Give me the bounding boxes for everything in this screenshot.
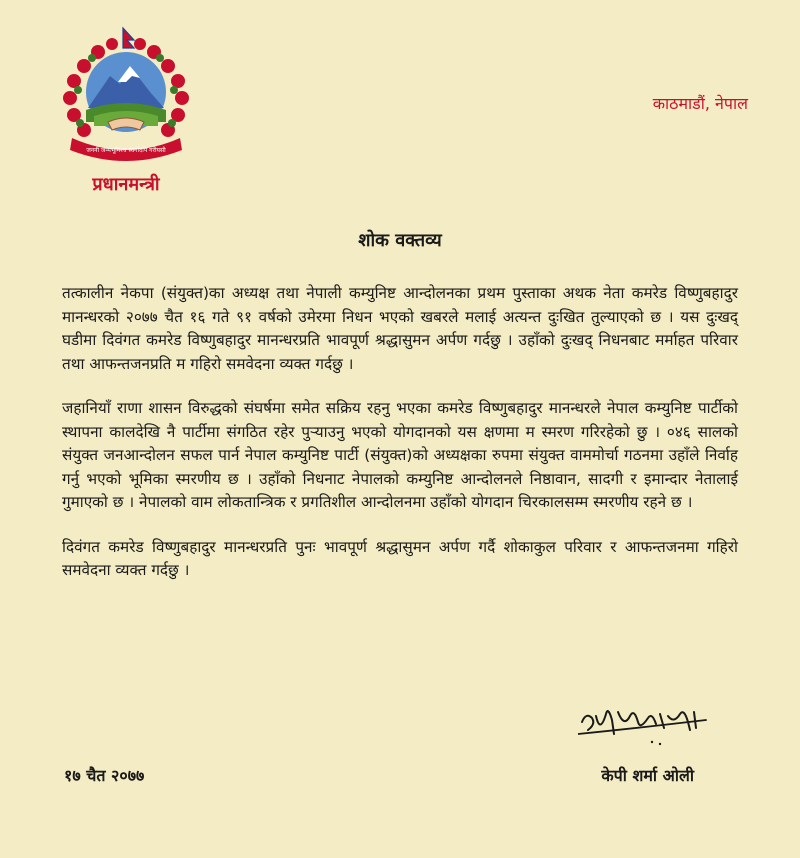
emblem-motto: जननी जन्मभूमिश्च स्वर्गादपि गरीयसी [86, 147, 166, 154]
paragraph-3: दिवंगत कमरेड विष्णुबहादुर मानन्धरप्रति पुनः भावपूर्ण श्रद्धासुमन अर्पण गर्दै शोकाकुल परिवार र आफन्तजनमा गहिरो समवेदना व्यक्त गर्दछु । [62, 537, 738, 579]
place-label: काठमाडौं, नेपाल [652, 94, 748, 113]
document-title: शोक वक्तव्य [358, 230, 442, 251]
office-title: प्रधानमन्त्री [92, 174, 160, 195]
signer-name: केपी शर्मा ओली [601, 766, 694, 785]
paragraph-1: तत्कालीन नेकपा (संयुक्त)का अध्यक्ष तथा नेपाली कम्युनिष्ट आन्दोलनका प्रथम पुस्ताका अथक नेता कमरेड विष्णुबहादुर मानन्धरको २०७७ चैत १६ गते ९१ वर्षको उमेरमा निधन भएको खबरले मलाई अत्यन्त दुःखित तुल्याएको छ । यस दुःखद् घडीमा दिवंगत कमरेड विष्णुबहादुर मानन्धरप्रति भावपूर्ण श्रद्धासुमन अर्पण गर्दछु । उहाँको दुःखद् निधनबाट मर्माहत परिवार तथा आफन्तजनप्रति म गहिरो समवेदना व्यक्त गर्दछु । [62, 284, 738, 373]
statement-body [62, 282, 738, 604]
paragraph-2: जहानियाँ राणा शासन विरुद्धको संघर्षमा समेत सक्रिय रहनु भएका कमरेड विष्णुबहादुर मानन्धरले नेपाल कम्युनिष्ट पार्टीको स्थापना कालदेखि नै पार्टीमा संगठित रहेर पुर्‍याउनु भएको योगदानको यस क्षणमा म स्मरण गरिरहेको छु । ०४६ सालको संयुक्त जनआन्दोलन सफल पार्न नेपाल कम्युनिष्ट पार्टी (संयुक्त)को अध्यक्षका रुपमा संयुक्त वाममोर्चा गठनमा उहाँले निर्वाह गर्नु भएको भूमिका स्मरणीय छ । उहाँको निधनाट नेपालको कम्युनिष्ट आन्दोलनले निष्ठावान, सादगी र इमान्दार नेतालाई गुमाएको छ । नेपालको वाम लोकतान्त्रिक र प्रगतिशील आन्दोलनमा उहाँको योगदान चिरकालसम्म स्मरणीय रहने छ । [62, 399, 738, 511]
flag-icon [123, 28, 134, 48]
nepal-emblem [58, 26, 194, 166]
handwritten-signature [578, 694, 712, 754]
statement-date: १७ चैत २०७७ [64, 766, 145, 785]
